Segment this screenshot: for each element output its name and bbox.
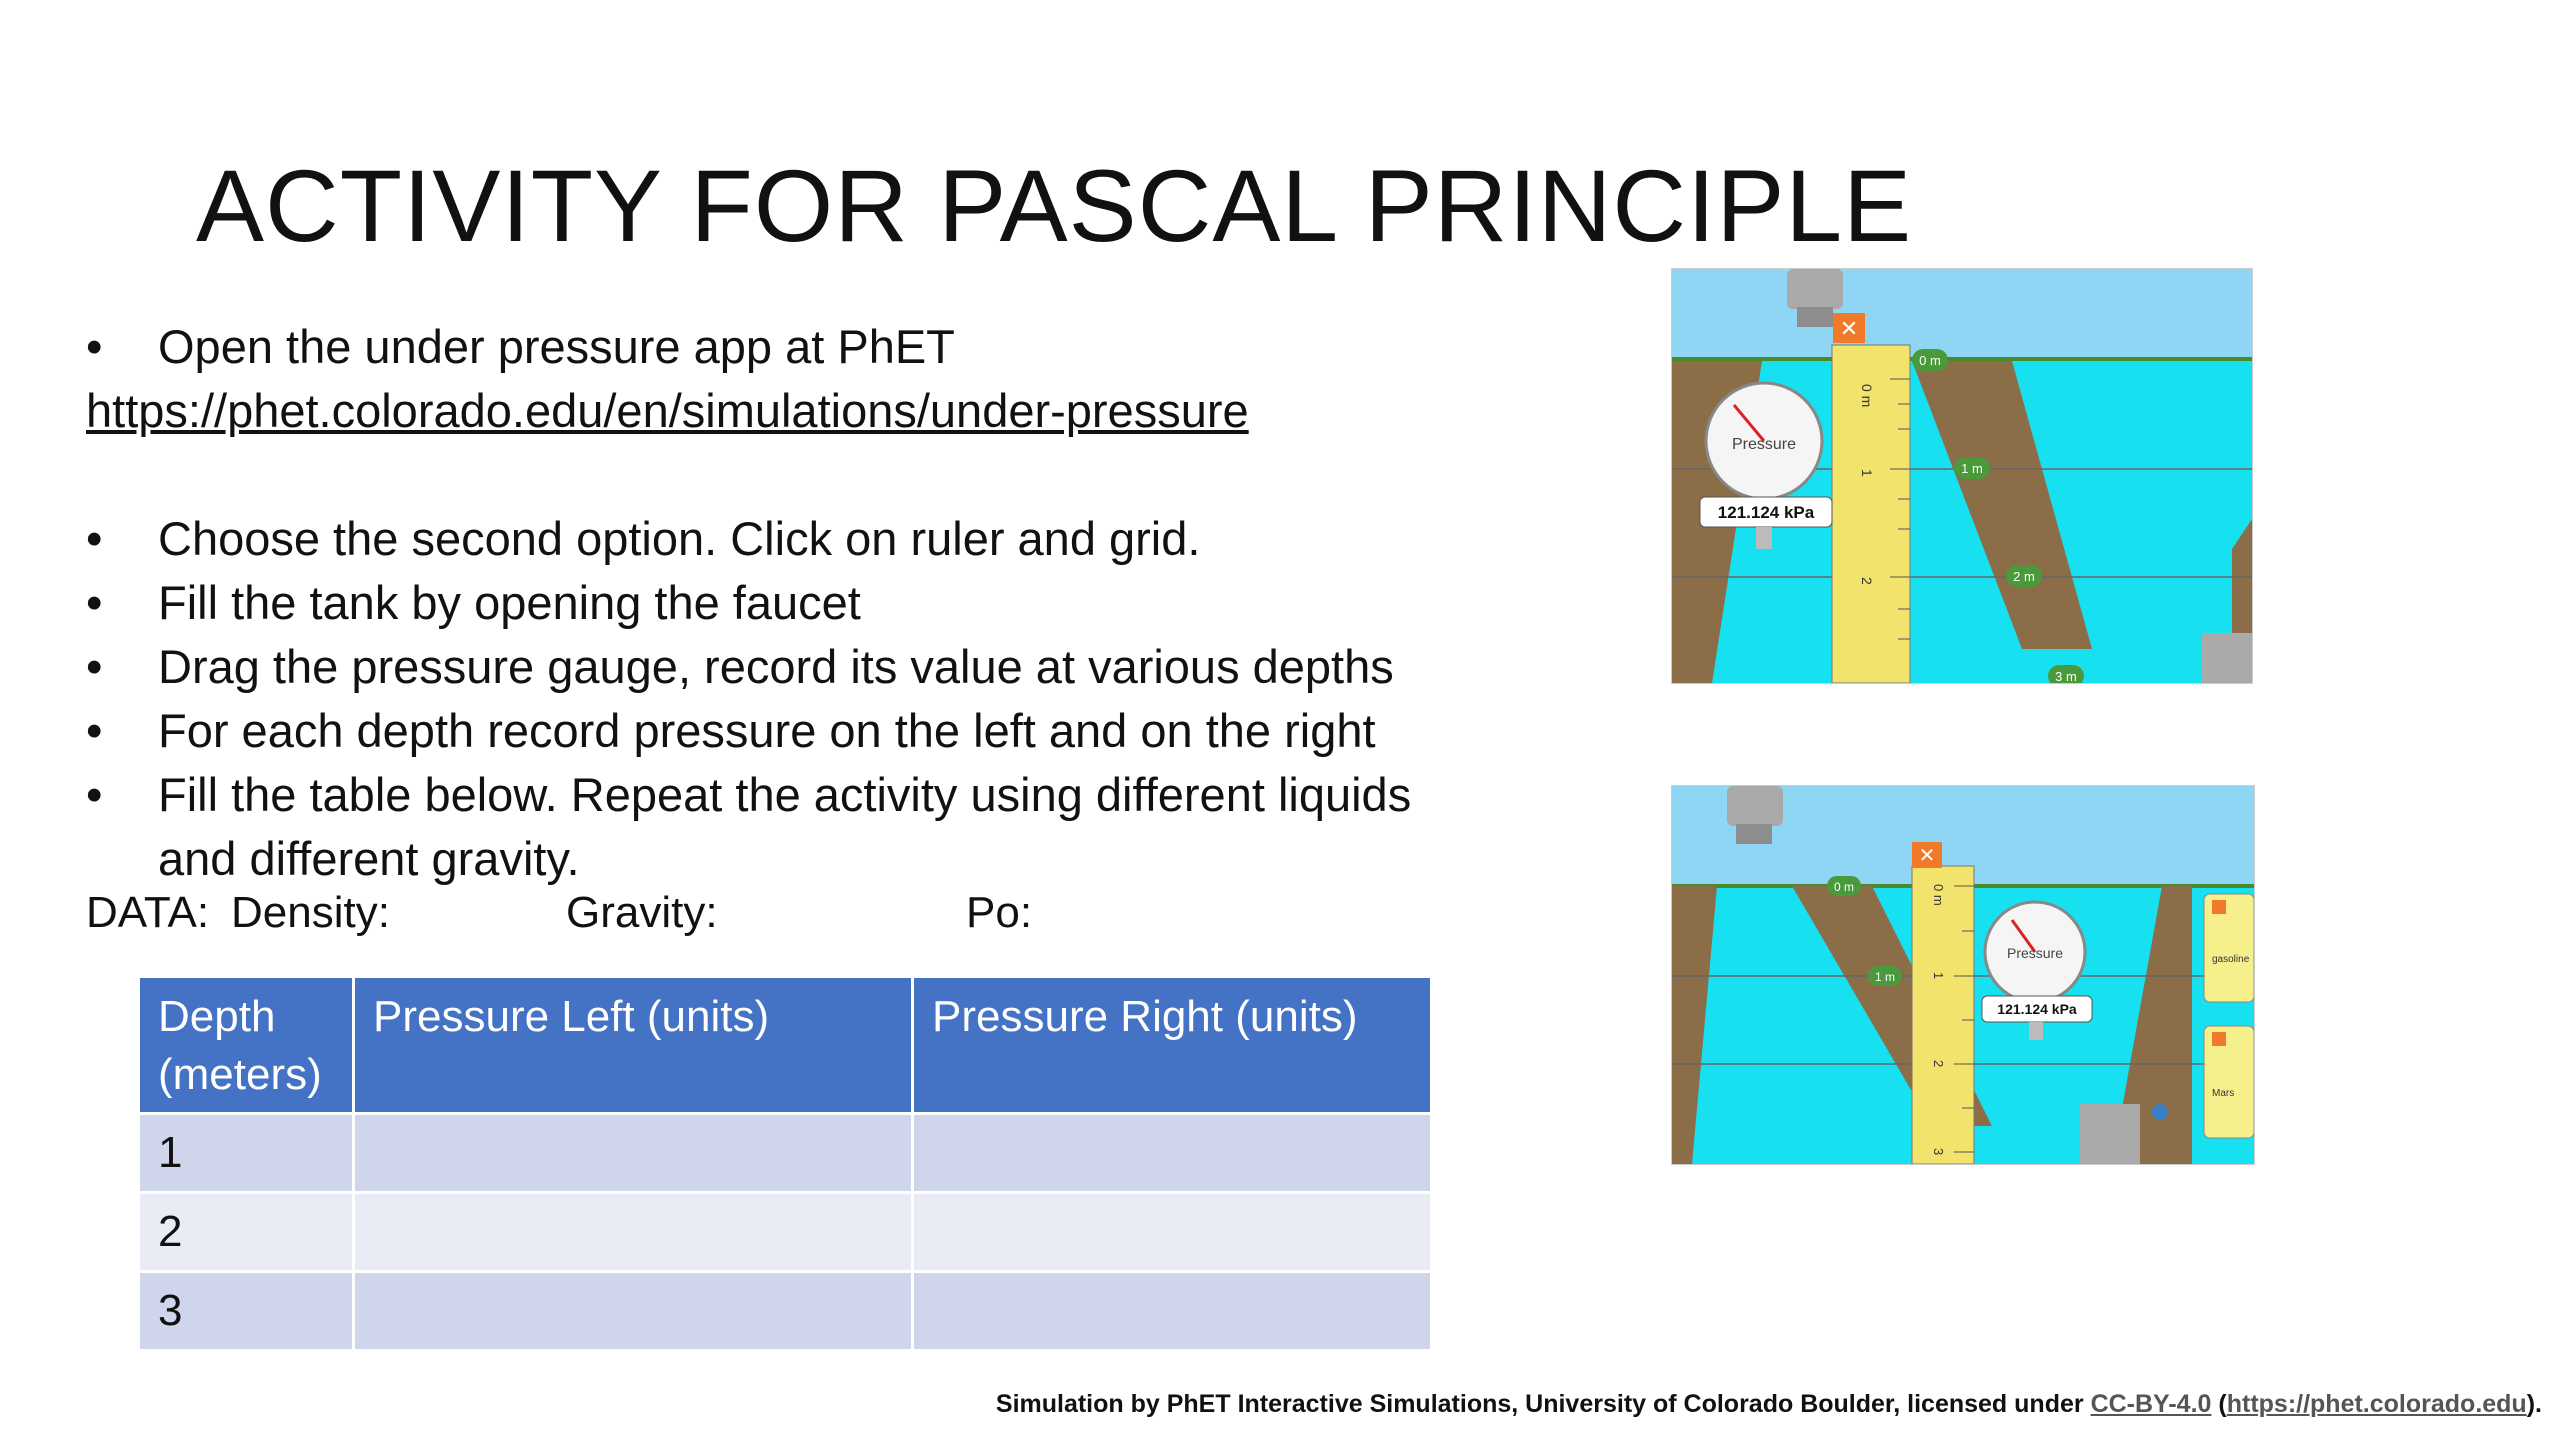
step-text: Fill the tank by opening the faucet bbox=[158, 576, 861, 629]
slide-title: ACTIVITY FOR PASCAL PRINCIPLE bbox=[196, 149, 1913, 263]
pressure-left-cell[interactable] bbox=[354, 1272, 913, 1351]
grass-line bbox=[1672, 357, 2252, 361]
density-label: Density: bbox=[231, 888, 390, 937]
credit-open-paren: ( bbox=[2211, 1390, 2227, 1418]
pressure-right-cell[interactable] bbox=[913, 1272, 1432, 1351]
pressure-left-cell[interactable] bbox=[354, 1193, 913, 1272]
license-link[interactable]: CC-BY-4.0 bbox=[2090, 1390, 2212, 1418]
depth-marker-label: 0 m bbox=[1833, 880, 1855, 894]
ruler-tick-label: 3 bbox=[1931, 1148, 1946, 1156]
close-glyph: ✕ bbox=[1839, 316, 1859, 341]
close-glyph: ✕ bbox=[1918, 845, 1936, 867]
panel-label: Mars bbox=[2212, 1088, 2235, 1099]
depth-cell: 2 bbox=[139, 1193, 354, 1272]
drain-pipe bbox=[2080, 1104, 2140, 1164]
header-depth: Depth (meters) bbox=[139, 977, 354, 1114]
bullet-glyph: • bbox=[86, 512, 103, 565]
po-label: Po: bbox=[966, 888, 1033, 937]
depth-marker-label: 1 m bbox=[1961, 461, 1983, 476]
drain-handle[interactable] bbox=[2152, 1104, 2168, 1120]
step-text: Fill the table below. Repeat the activity using different liquids and different gravity. bbox=[158, 768, 1412, 885]
pressure-right-cell[interactable] bbox=[913, 1114, 1432, 1193]
depth-marker-label: 1 m bbox=[1874, 970, 1896, 984]
intro-text: Open the under pressure app at PhET bbox=[158, 320, 955, 373]
gauge-label: Pressure bbox=[2006, 945, 2064, 961]
collapse-icon[interactable] bbox=[2212, 900, 2226, 914]
ruler-tick-label: 2 bbox=[1859, 577, 1875, 585]
step-text: Drag the pressure gauge, record its value at various depths bbox=[158, 640, 1394, 693]
faucet-nozzle bbox=[1797, 307, 1833, 327]
simulation-screenshot-1 bbox=[1671, 268, 2253, 684]
bullet-glyph: • bbox=[86, 576, 103, 629]
ruler-tick-label: 1 bbox=[1931, 972, 1946, 980]
phet-link[interactable]: https://phet.colorado.edu/en/simulations/under-pressure bbox=[86, 384, 1249, 437]
table-header-row bbox=[139, 977, 1432, 1114]
credit-close: ). bbox=[2526, 1390, 2542, 1418]
fluid-density-panel bbox=[2204, 894, 2254, 1002]
step-text: Choose the second option. Click on ruler and grid. bbox=[158, 512, 1201, 565]
pressure-gauge[interactable] bbox=[1700, 383, 1832, 549]
phet-url-link[interactable]: https://phet.colorado.edu bbox=[2226, 1390, 2527, 1418]
gravity-panel bbox=[2204, 1026, 2254, 1138]
table-row bbox=[139, 1114, 1432, 1193]
header-pressure-left: Pressure Left (units) bbox=[354, 977, 913, 1114]
bullet-item bbox=[86, 507, 1506, 571]
depth-cell: 3 bbox=[139, 1272, 354, 1351]
ruler-tick-label: 2 bbox=[1931, 1060, 1946, 1068]
data-line bbox=[86, 888, 1032, 938]
bullet-item bbox=[86, 315, 1506, 379]
data-table bbox=[137, 975, 1433, 1352]
bullet-item bbox=[86, 571, 1506, 635]
ruler-tick-label: 0 m bbox=[1859, 384, 1875, 408]
bullet-glyph: • bbox=[86, 320, 103, 373]
gravity-label: Gravity: bbox=[566, 888, 718, 937]
faucet[interactable] bbox=[1787, 269, 1843, 309]
bullet-item bbox=[86, 763, 1506, 891]
header-pressure-right: Pressure Right (units) bbox=[913, 977, 1432, 1114]
table-row bbox=[139, 1193, 1432, 1272]
bullet-glyph: • bbox=[86, 704, 103, 757]
data-prefix: DATA: bbox=[86, 888, 210, 937]
bullet-item bbox=[86, 635, 1506, 699]
table-row bbox=[139, 1272, 1432, 1351]
credit-text: Simulation by PhET Interactive Simulations, University of Colorado Boulder, licensed under bbox=[995, 1390, 2084, 1418]
bullet-glyph: • bbox=[86, 768, 103, 821]
pressure-gauge[interactable] bbox=[1982, 902, 2092, 1040]
faucet[interactable] bbox=[1727, 786, 1783, 826]
ruler-tick-label: 0 m bbox=[1931, 884, 1946, 906]
faucet-nozzle bbox=[1736, 824, 1772, 844]
gauge-label: Pressure bbox=[1731, 436, 1797, 453]
pressure-left-cell[interactable] bbox=[354, 1114, 913, 1193]
depth-marker-label: 3 m bbox=[2055, 669, 2077, 683]
ruler-tick-label: 1 bbox=[1859, 469, 1875, 477]
collapse-icon[interactable] bbox=[2212, 1032, 2226, 1046]
drain-pipe bbox=[2202, 633, 2252, 683]
depth-cell: 1 bbox=[139, 1114, 354, 1193]
simulation-screenshot-2 bbox=[1671, 785, 2255, 1165]
attribution bbox=[996, 1390, 2542, 1419]
depth-marker-label: 0 m bbox=[1919, 353, 1941, 368]
depth-marker-label: 2 m bbox=[2013, 569, 2035, 584]
bullet-item bbox=[86, 699, 1506, 763]
ruler[interactable] bbox=[1912, 866, 1974, 1164]
gauge-value: 121.124 kPa bbox=[1997, 1001, 2077, 1017]
gauge-value: 121.124 kPa bbox=[1717, 503, 1815, 522]
bullet-glyph: • bbox=[86, 640, 103, 693]
step-text: For each depth record pressure on the left and on the right bbox=[158, 704, 1376, 757]
panel-label: gasoline bbox=[2212, 954, 2250, 965]
pressure-right-cell[interactable] bbox=[913, 1193, 1432, 1272]
instruction-list bbox=[86, 315, 1506, 891]
